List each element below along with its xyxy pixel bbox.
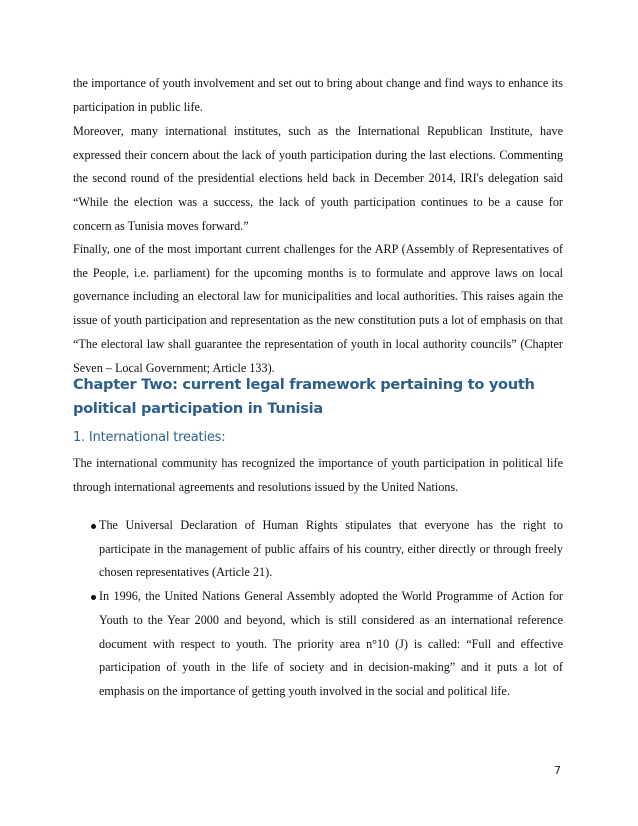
page-number: 7 bbox=[554, 764, 561, 777]
bullet-item-wpay bbox=[73, 585, 563, 704]
section-heading: 1. International treaties: bbox=[73, 430, 226, 445]
bullet-item-udhr bbox=[73, 514, 563, 585]
paragraph-arp-challenges: Finally, one of the most important current challenges for the ARP (Assembly of Representatives of the People, i.e. parliament) for the upcoming months is to formulate and approve laws on local governance including an electoral law for municipalities and local authorities. This raises again the issue of youth participation and representation as the new constitution puts a lot of emphasis on that “The electoral law shall guarantee the representation of youth in local authority councils” (Chapter Seven – Local Government; Article 133). bbox=[73, 242, 563, 375]
bullet-dot-icon bbox=[91, 595, 96, 600]
paragraph-iri-concern: Moreover, many international institutes, such as the International Republican Institute, have expressed their concern about the lack of youth participation during the last elections. Commenting the second round of the presidential elections held back in December 2014, IRI's delegation said “While the election was a success, the lack of youth participation continues to be a cause for concern as Tunisia moves forward.” bbox=[73, 124, 563, 233]
bullet-list bbox=[73, 514, 563, 704]
paragraph-international-community: The international community has recognized the importance of youth participation in political life through international agreements and resolutions issued by the United Nations. bbox=[73, 456, 563, 494]
bullet-text: The Universal Declaration of Human Rights stipulates that everyone has the right to participate in the management of public affairs of his country, either directly or through freely chosen representatives (Article 21). bbox=[99, 518, 563, 580]
chapter-heading: Chapter Two: current legal framework pertaining to youth political participation in Tunisia bbox=[73, 376, 535, 417]
bullet-dot-icon bbox=[91, 524, 96, 529]
bullet-text: In 1996, the United Nations General Assembly adopted the World Programme of Action for Youth to the Year 2000 and beyond, which is still considered as an international reference document with respect to youth. The priority area n°10 (J) is called: “Full and effective participation of youth in the life of society and in decision-making” and it puts a lot of emphasis on the importance of getting youth involved in the social and political life. bbox=[99, 589, 563, 698]
paragraph-youth-involvement: the importance of youth involvement and set out to bring about change and find ways to enhance its participation in public life. bbox=[73, 76, 563, 114]
